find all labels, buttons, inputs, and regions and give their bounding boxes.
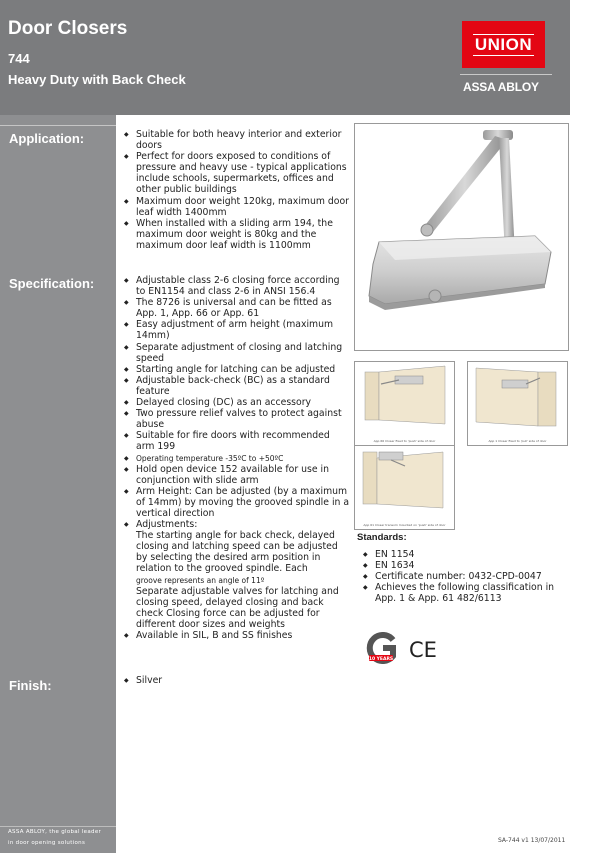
- door-closer-illustration: [355, 124, 568, 350]
- years-badge-text: 10 YEARS: [368, 657, 394, 662]
- adjustments-groove-note: groove represents an angle of 11º: [136, 575, 265, 585]
- logo-divider: [460, 74, 552, 75]
- standards-list: [363, 549, 568, 604]
- list-item: ◆ Certificate number: 0432-CPD-0047: [363, 571, 568, 582]
- list-item: ◆ Achieves the following classification in App. 1 & App. 61 482/6113: [363, 582, 568, 604]
- certification-marks: [365, 632, 455, 664]
- app66-illustration: [355, 362, 454, 432]
- list-item: ◆ Hold open device 152 available for use in conjunction with slide arm: [124, 464, 350, 486]
- footer-tagline-1: ASSA ABLOY, the global leader: [8, 829, 102, 835]
- list-item: ◆ Adjustable class 2-6 closing force according to EN1154 and class 2-6 in ANSI 156.4: [124, 275, 350, 297]
- list-item: ◆ EN 1154: [363, 549, 568, 560]
- list-item: ◆ Available in SIL, B and SS finishes: [124, 630, 350, 641]
- list-item-adjustments: [124, 519, 350, 630]
- operating-temperature: Operating temperature -35ºC to +50ºC: [136, 453, 284, 463]
- brand-name: UNION: [474, 34, 533, 54]
- list-item: ◆ Separate adjustment of closing and latching speed: [124, 342, 350, 364]
- union-logo: [462, 21, 545, 68]
- specification-list: [124, 275, 350, 641]
- list-item: ◆ Arm Height: Can be adjusted (by a maximum of 14mm) by moving the grooved spindle in a vertical direction: [124, 486, 350, 519]
- app1-caption: App 1 Closer fixed to 'pull' side of door: [488, 438, 547, 443]
- list-item: ◆ Silver: [124, 675, 350, 686]
- list-item: ◆ Easy adjustment of arm height (maximum 14mm): [124, 319, 350, 341]
- list-item: ◆ Delayed closing (DC) as an accessory: [124, 397, 350, 408]
- list-item: [124, 453, 350, 464]
- app66-caption: App 66 Closer fixed to 'push' side of door: [373, 438, 436, 443]
- finish-label: Finish:: [9, 678, 52, 693]
- finish-list: [124, 675, 350, 686]
- sidebar: [0, 115, 116, 853]
- adjustments-heading: ◆ Adjustments:: [136, 519, 198, 531]
- certification-logos: [365, 632, 455, 664]
- app1-illustration: [468, 362, 567, 432]
- list-item: ◆ Suitable for fire doors with recommended arm 199: [124, 430, 350, 452]
- app61-illustration: [355, 446, 454, 512]
- product-subtitle: Heavy Duty with Back Check: [8, 72, 186, 87]
- header-bar: [0, 0, 570, 115]
- application-list: [124, 129, 350, 251]
- list-item: ◆ Two pressure relief valves to protect against abuse: [124, 408, 350, 430]
- diagram-app1: [467, 361, 568, 446]
- list-item: ◆ Adjustable back-check (BC) as a standard feature: [124, 375, 350, 397]
- specification-label: Specification:: [9, 276, 95, 291]
- diagram-app66: [354, 361, 455, 446]
- assa-abloy-logo: ASSA ABLOY: [463, 80, 539, 94]
- diagram-app61: [354, 445, 455, 530]
- list-item: ◆ Maximum door weight 120kg, maximum door leaf width 1400mm: [124, 196, 350, 218]
- ce-mark-icon: CE: [409, 638, 437, 662]
- list-item: ◆ EN 1634: [363, 560, 568, 571]
- adjustments-text: The starting angle for back check, delayed closing and latching speed can be adjusted by selecting the desired arm position in relation to the grooved spindle. Each: [136, 530, 338, 575]
- product-code: 744: [8, 51, 30, 66]
- list-item: ◆ Starting angle for latching can be adjusted: [124, 364, 350, 375]
- footer-divider: [0, 826, 116, 827]
- list-item: ◆ When installed with a sliding arm 194, the maximum door weight is 80kg and the maximum door leaf width is 1100mm: [124, 218, 350, 251]
- adjustments-more: Separate adjustable valves for latching and closing speed, delayed closing and back check Closing force can be adjusted for different door sizes and weights: [136, 585, 339, 630]
- product-photo: [354, 123, 569, 351]
- standards-heading: Standards:: [357, 532, 407, 543]
- ten-year-warranty-icon: [369, 635, 393, 662]
- document-reference: SA-744 v1 13/07/2011: [498, 837, 566, 844]
- list-item: ◆ Suitable for both heavy interior and exterior doors: [124, 129, 350, 151]
- list-item: ◆ Perfect for doors exposed to conditions of pressure and heavy use - typical applications include schools, supermarkets, offices and other public buildings: [124, 151, 350, 195]
- app61-caption: App 61 Closer transom mounted on 'push' side of door: [363, 522, 446, 527]
- page-title: Door Closers: [8, 18, 128, 39]
- footer-tagline-2: in door opening solutions: [8, 840, 86, 846]
- sidebar-divider: [0, 125, 116, 126]
- list-item: ◆ The 8726 is universal and can be fitted as App. 1, App. 66 or App. 61: [124, 297, 350, 319]
- application-label: Application:: [9, 131, 85, 146]
